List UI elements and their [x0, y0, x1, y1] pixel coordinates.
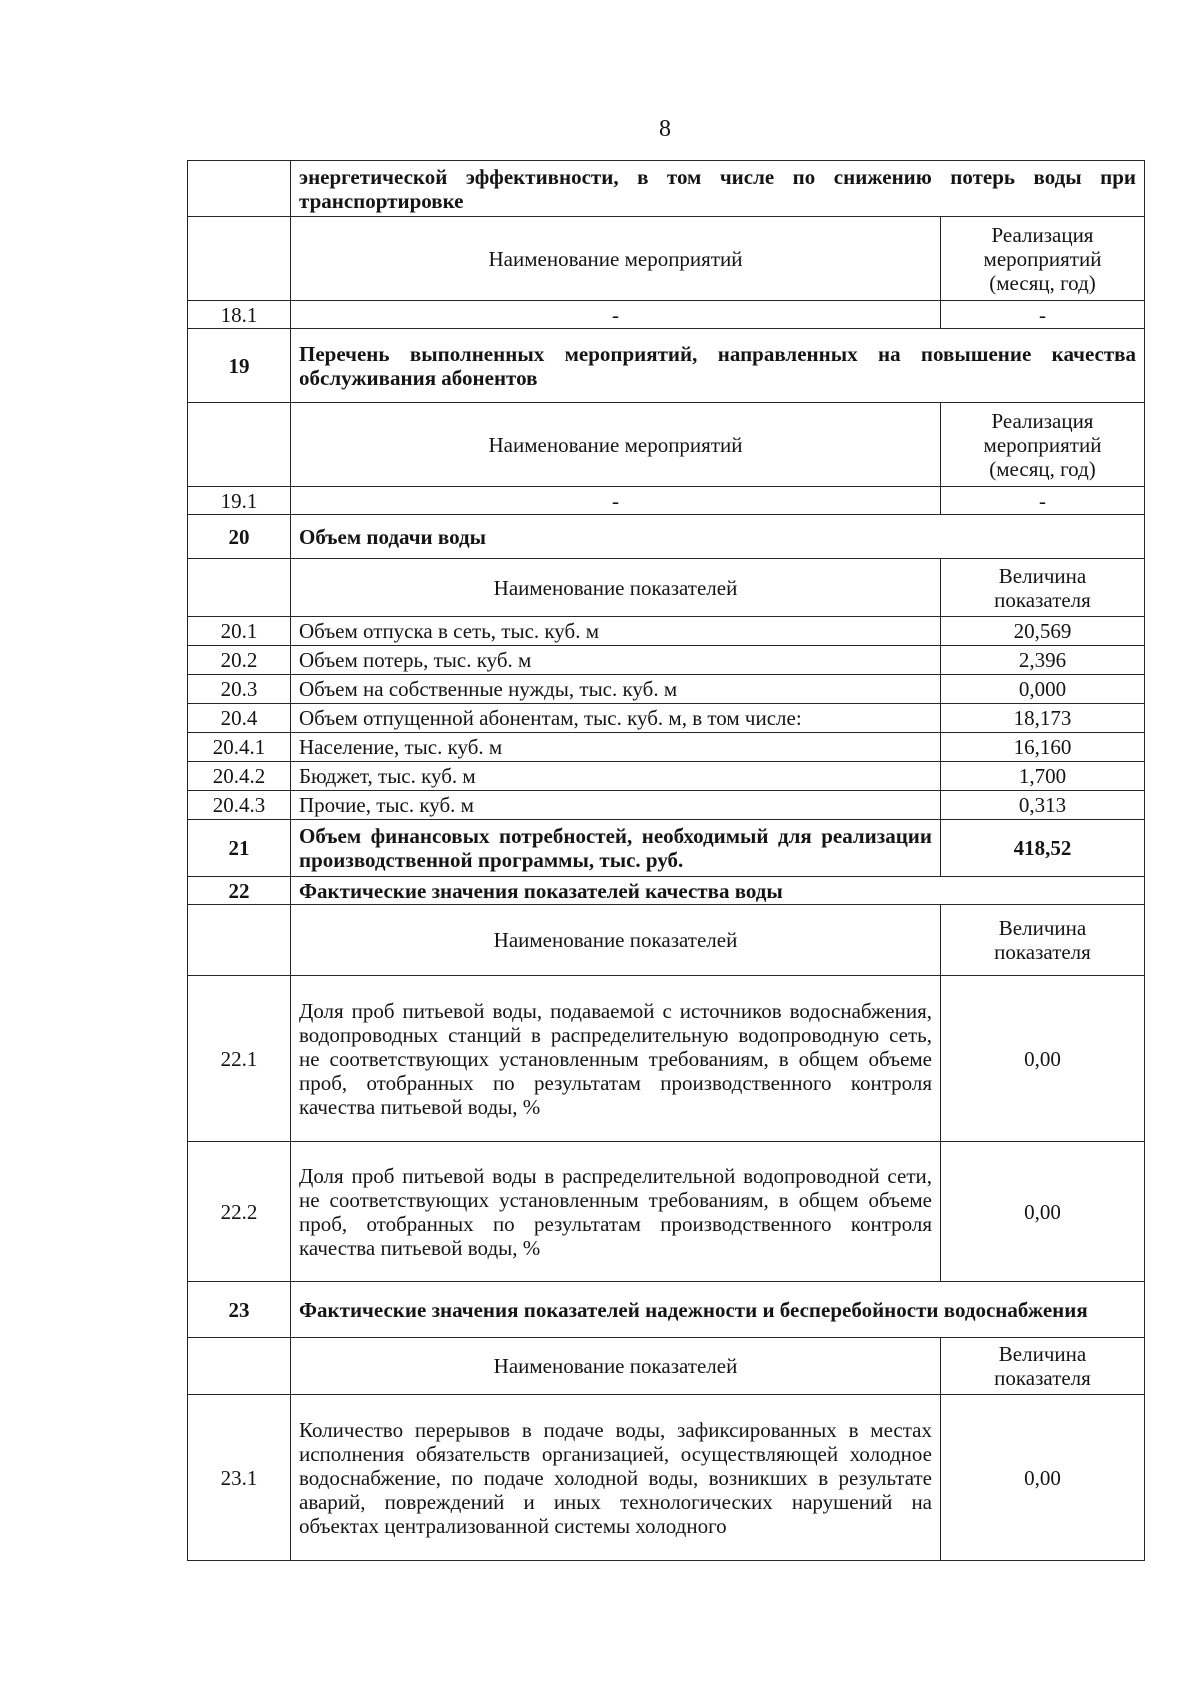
- row-name: Бюджет, тыс. куб. м: [291, 762, 941, 791]
- row-value: 0,000: [941, 675, 1145, 704]
- section-title: Объем подачи воды: [291, 515, 1145, 559]
- section-title: Фактические значения показателей качества воды: [291, 877, 1145, 905]
- row-value: 18,173: [941, 704, 1145, 733]
- header-row: [188, 217, 1145, 301]
- header-value: Величина показателя: [941, 905, 1145, 976]
- section-row: [188, 329, 1145, 403]
- row-value: -: [941, 487, 1145, 515]
- row-value: 0,313: [941, 791, 1145, 820]
- header-row: [188, 905, 1145, 976]
- section-title: Объем финансовых потребностей, необходимый для реализации производственной программы, тыс. руб.: [291, 820, 941, 877]
- row-value: 1,700: [941, 762, 1145, 791]
- row-name: -: [291, 301, 941, 329]
- table-row: [188, 675, 1145, 704]
- row-value: 20,569: [941, 617, 1145, 646]
- row-name: Доля проб питьевой воды, подаваемой с источников водоснабжения, водопроводных станций в распределительную водопроводную сеть, не соответствующих установленным требованиям, в общем объеме проб, отобранных по результатам производственного контроля качества питьевой воды, %: [291, 976, 941, 1142]
- table-row: [188, 1395, 1145, 1561]
- section-number: 19: [188, 329, 291, 403]
- section-number: 23: [188, 1282, 291, 1338]
- header-value: Реализация мероприятий (месяц, год): [941, 217, 1145, 301]
- row-name: Количество перерывов в подаче воды, зафиксированных в местах исполнения обязательств организацией, осуществляющей холодное водоснабжение, по подаче холодной воды, возникших в результате аварий, повреждений и иных технологических нарушений на объектах централизованной системы холодного: [291, 1395, 941, 1561]
- page-number: 8: [659, 116, 671, 142]
- section-number: 21: [188, 820, 291, 877]
- row-name: Объем на собственные нужды, тыс. куб. м: [291, 675, 941, 704]
- section-value: 418,52: [941, 820, 1145, 877]
- row-number: 20.2: [188, 646, 291, 675]
- table-row: [188, 617, 1145, 646]
- table-row: [188, 487, 1145, 515]
- header-name: Наименование показателей: [291, 905, 941, 976]
- section-row: [188, 877, 1145, 905]
- row-name: Объем отпущенной абонентам, тыс. куб. м, в том числе:: [291, 704, 941, 733]
- table-row: [188, 301, 1145, 329]
- header-name: Наименование мероприятий: [291, 403, 941, 487]
- row-name: Объем отпуска в сеть, тыс. куб. м: [291, 617, 941, 646]
- row-name: Объем потерь, тыс. куб. м: [291, 646, 941, 675]
- header-number-cell: [188, 403, 291, 487]
- header-row: [188, 559, 1145, 617]
- production-program-table: [187, 160, 1145, 1561]
- row-value: 16,160: [941, 733, 1145, 762]
- table-row: [188, 733, 1145, 762]
- section-title: Перечень выполненных мероприятий, направленных на повышение качества обслуживания абонентов: [291, 329, 1145, 403]
- section-row: [188, 515, 1145, 559]
- row-number: 20.1: [188, 617, 291, 646]
- row-value: 2,396: [941, 646, 1145, 675]
- row-name: Население, тыс. куб. м: [291, 733, 941, 762]
- header-value: Величина показателя: [941, 559, 1145, 617]
- section-row: [188, 1282, 1145, 1338]
- row-name: Доля проб питьевой воды в распределительной водопроводной сети, не соответствующих установленным требованиям, в общем объеме проб, отобранных по результатам производственного контроля качества питьевой воды, %: [291, 1142, 941, 1282]
- table-row: [188, 646, 1145, 675]
- header-row: [188, 403, 1145, 487]
- section-number: 20: [188, 515, 291, 559]
- row-value: 0,00: [941, 976, 1145, 1142]
- row-number: 18.1: [188, 301, 291, 329]
- header-row: [188, 1338, 1145, 1395]
- header-value: Величина показателя: [941, 1338, 1145, 1395]
- row-name: Прочие, тыс. куб. м: [291, 791, 941, 820]
- header-name: Наименование показателей: [291, 1338, 941, 1395]
- section-number: 22: [188, 877, 291, 905]
- row-number: 22.2: [188, 1142, 291, 1282]
- header-name: Наименование мероприятий: [291, 217, 941, 301]
- row-value: -: [941, 301, 1145, 329]
- section-row: [188, 820, 1145, 877]
- header-number-cell: [188, 1338, 291, 1395]
- row-number: 20.3: [188, 675, 291, 704]
- table-row: [188, 976, 1145, 1142]
- header-number-cell: [188, 217, 291, 301]
- section-number: [188, 161, 291, 217]
- row-number: 20.4.2: [188, 762, 291, 791]
- table-row: [188, 791, 1145, 820]
- table-row: [188, 1142, 1145, 1282]
- section-row: [188, 161, 1145, 217]
- header-number-cell: [188, 905, 291, 976]
- table-row: [188, 704, 1145, 733]
- row-number: 23.1: [188, 1395, 291, 1561]
- table-row: [188, 762, 1145, 791]
- section-title: энергетической эффективности, в том числе по снижению потерь воды при транспортировке: [291, 161, 1145, 217]
- section-title: Фактические значения показателей надежности и бесперебойности водоснабжения: [291, 1282, 1145, 1338]
- row-number: 20.4.3: [188, 791, 291, 820]
- header-name: Наименование показателей: [291, 559, 941, 617]
- row-number: 20.4: [188, 704, 291, 733]
- header-value: Реализация мероприятий (месяц, год): [941, 403, 1145, 487]
- row-number: 19.1: [188, 487, 291, 515]
- row-value: 0,00: [941, 1142, 1145, 1282]
- row-number: 22.1: [188, 976, 291, 1142]
- row-number: 20.4.1: [188, 733, 291, 762]
- row-value: 0,00: [941, 1395, 1145, 1561]
- row-name: -: [291, 487, 941, 515]
- header-number-cell: [188, 559, 291, 617]
